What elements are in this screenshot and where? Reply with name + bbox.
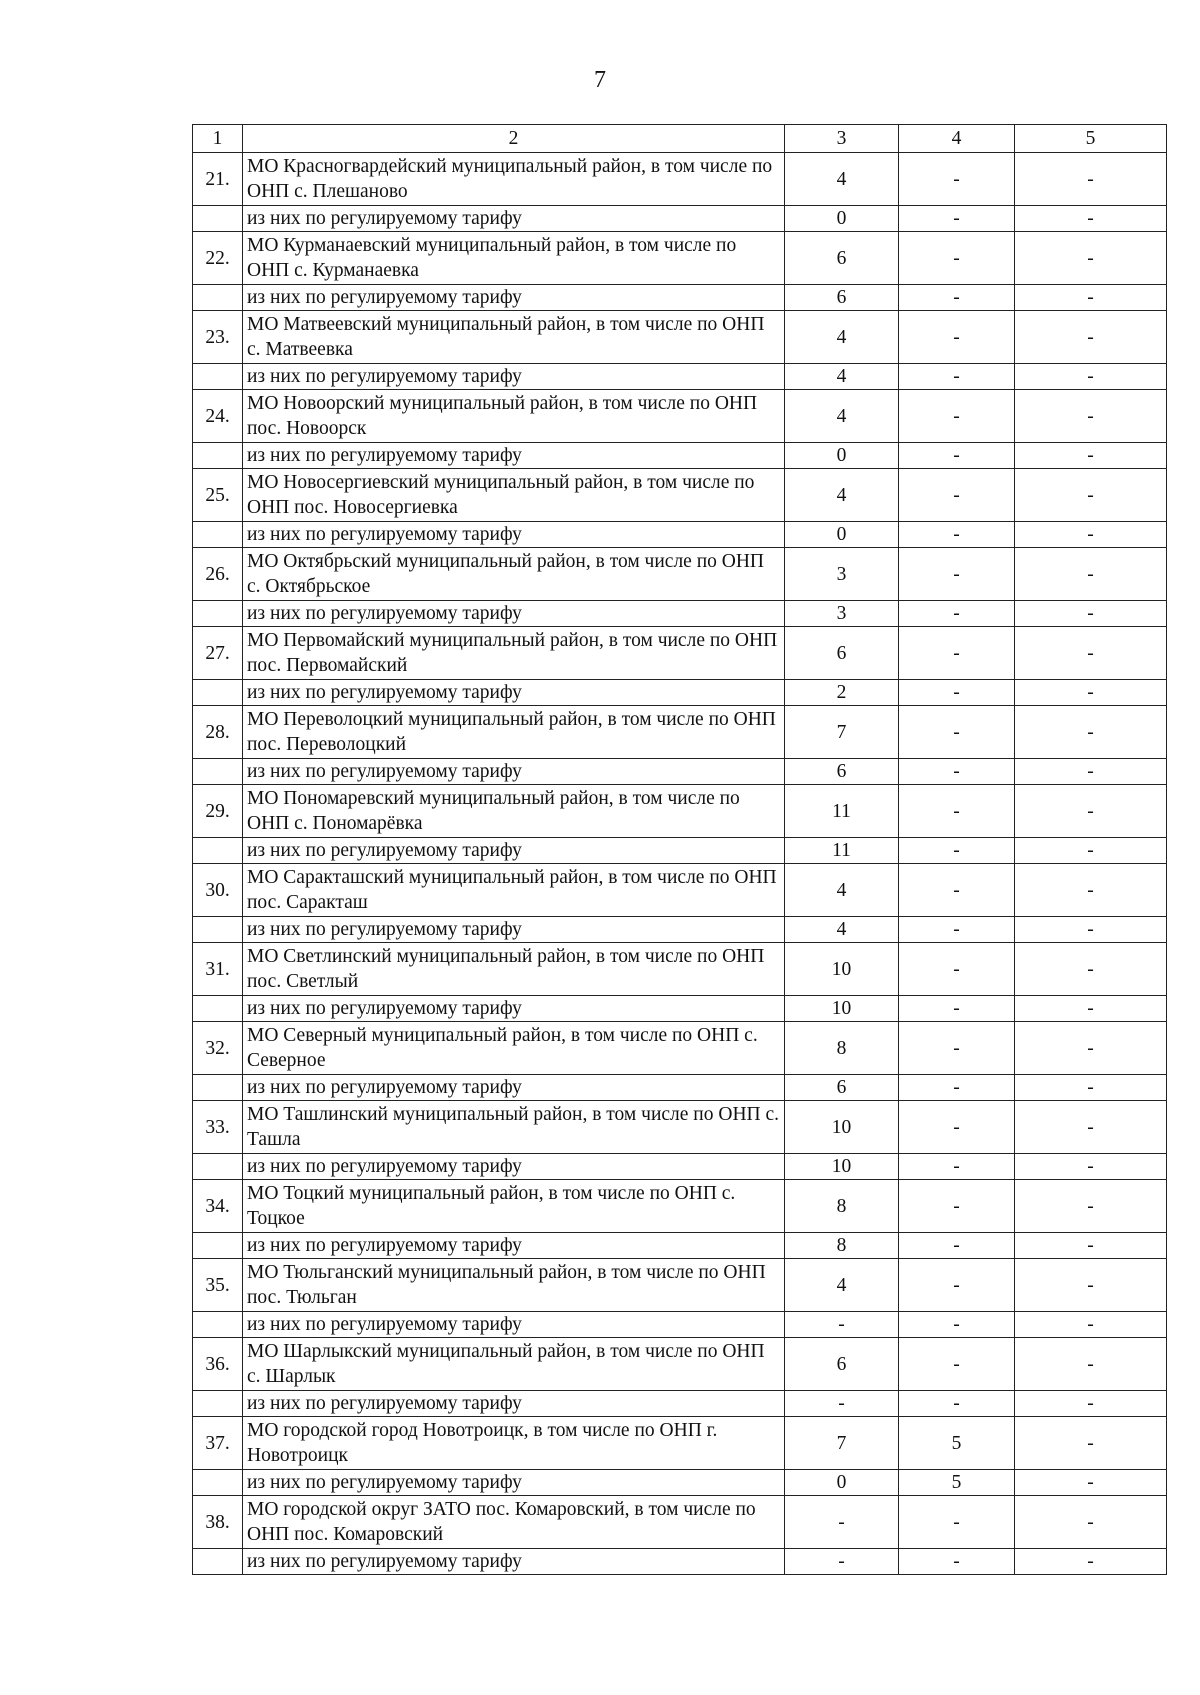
subrow-col4-value: - <box>899 1391 1015 1417</box>
row-name: МО Красногвардейский муниципальный район, в том числе по ОНП с. Плешаново <box>243 153 785 206</box>
table-row <box>193 785 1167 838</box>
subrow-col3-value: 6 <box>785 1075 899 1101</box>
subrow-col4-value: - <box>899 1312 1015 1338</box>
table-row <box>193 943 1167 996</box>
row-col4-value: - <box>899 706 1015 759</box>
subrow-col3-value: 2 <box>785 680 899 706</box>
table-subrow <box>193 1312 1167 1338</box>
subrow-label: из них по регулируемому тарифу <box>243 443 785 469</box>
table-row <box>193 153 1167 206</box>
row-col4-value: - <box>899 785 1015 838</box>
row-number: 26. <box>193 548 243 601</box>
row-col4-value: - <box>899 469 1015 522</box>
subrow-col3-value: 10 <box>785 996 899 1022</box>
table-row <box>193 311 1167 364</box>
row-number: 30. <box>193 864 243 917</box>
data-table <box>192 124 1167 1575</box>
row-col4-value: - <box>899 311 1015 364</box>
subrow-col4-value: - <box>899 522 1015 548</box>
table-row <box>193 1417 1167 1470</box>
subrow-label: из них по регулируемому тарифу <box>243 285 785 311</box>
subrow-label: из них по регулируемому тарифу <box>243 1470 785 1496</box>
row-col3-value: 6 <box>785 232 899 285</box>
table-row <box>193 1338 1167 1391</box>
subrow-number-empty <box>193 1391 243 1417</box>
row-col5-value: - <box>1015 469 1167 522</box>
row-col5-value: - <box>1015 943 1167 996</box>
row-name: МО Переволоцкий муниципальный район, в том числе по ОНП пос. Переволоцкий <box>243 706 785 759</box>
row-number: 33. <box>193 1101 243 1154</box>
subrow-number-empty <box>193 364 243 390</box>
subrow-label: из них по регулируемому тарифу <box>243 1312 785 1338</box>
subrow-col5-value: - <box>1015 680 1167 706</box>
row-number: 25. <box>193 469 243 522</box>
subrow-number-empty <box>193 996 243 1022</box>
subrow-col3-value: 0 <box>785 443 899 469</box>
table-subrow <box>193 1391 1167 1417</box>
subrow-number-empty <box>193 443 243 469</box>
table-subrow <box>193 759 1167 785</box>
subrow-number-empty <box>193 601 243 627</box>
subrow-number-empty <box>193 522 243 548</box>
row-name: МО Светлинский муниципальный район, в том числе по ОНП пос. Светлый <box>243 943 785 996</box>
subrow-col4-value: - <box>899 996 1015 1022</box>
subrow-col4-value: - <box>899 917 1015 943</box>
table-subrow <box>193 364 1167 390</box>
table-row <box>193 1022 1167 1075</box>
row-name: МО Тюльганский муниципальный район, в том числе по ОНП пос. Тюльган <box>243 1259 785 1312</box>
table-subrow <box>193 1233 1167 1259</box>
subrow-col4-value: - <box>899 838 1015 864</box>
subrow-label: из них по регулируемому тарифу <box>243 838 785 864</box>
row-col5-value: - <box>1015 706 1167 759</box>
row-col4-value: - <box>899 548 1015 601</box>
subrow-col3-value: 11 <box>785 838 899 864</box>
table-subrow <box>193 443 1167 469</box>
table-subrow <box>193 1470 1167 1496</box>
subrow-col4-value: - <box>899 364 1015 390</box>
subrow-col3-value: - <box>785 1391 899 1417</box>
table-subrow <box>193 285 1167 311</box>
row-col3-value: 4 <box>785 1259 899 1312</box>
row-col4-value: - <box>899 943 1015 996</box>
subrow-number-empty <box>193 1549 243 1575</box>
subrow-label: из них по регулируемому тарифу <box>243 1391 785 1417</box>
row-name: МО Первомайский муниципальный район, в том числе по ОНП пос. Первомайский <box>243 627 785 680</box>
row-col4-value: - <box>899 627 1015 680</box>
subrow-col5-value: - <box>1015 1233 1167 1259</box>
subrow-col5-value: - <box>1015 285 1167 311</box>
row-name: МО Тоцкий муниципальный район, в том числе по ОНП с. Тоцкое <box>243 1180 785 1233</box>
subrow-col5-value: - <box>1015 1154 1167 1180</box>
subrow-label: из них по регулируемому тарифу <box>243 1075 785 1101</box>
row-number: 35. <box>193 1259 243 1312</box>
subrow-col5-value: - <box>1015 206 1167 232</box>
row-col4-value: - <box>899 1180 1015 1233</box>
subrow-col4-value: - <box>899 1154 1015 1180</box>
table-subrow <box>193 917 1167 943</box>
subrow-col5-value: - <box>1015 601 1167 627</box>
row-col5-value: - <box>1015 311 1167 364</box>
row-number: 36. <box>193 1338 243 1391</box>
subrow-col4-value: - <box>899 1075 1015 1101</box>
row-number: 22. <box>193 232 243 285</box>
subrow-col3-value: 0 <box>785 1470 899 1496</box>
row-col5-value: - <box>1015 548 1167 601</box>
subrow-label: из них по регулируемому тарифу <box>243 1549 785 1575</box>
subrow-col4-value: - <box>899 443 1015 469</box>
subrow-col5-value: - <box>1015 1391 1167 1417</box>
row-name: МО Новосергиевский муниципальный район, в том числе по ОНП пос. Новосергиевка <box>243 469 785 522</box>
row-name: МО Саракташский муниципальный район, в том числе по ОНП пос. Саракташ <box>243 864 785 917</box>
table-row <box>193 627 1167 680</box>
row-col3-value: 6 <box>785 627 899 680</box>
subrow-col5-value: - <box>1015 364 1167 390</box>
subrow-number-empty <box>193 1470 243 1496</box>
subrow-col5-value: - <box>1015 443 1167 469</box>
row-number: 21. <box>193 153 243 206</box>
subrow-col3-value: - <box>785 1312 899 1338</box>
row-col3-value: 7 <box>785 1417 899 1470</box>
row-col4-value: - <box>899 232 1015 285</box>
subrow-col3-value: 0 <box>785 522 899 548</box>
row-number: 29. <box>193 785 243 838</box>
table-subrow <box>193 1075 1167 1101</box>
row-col5-value: - <box>1015 1417 1167 1470</box>
row-number: 32. <box>193 1022 243 1075</box>
subrow-number-empty <box>193 285 243 311</box>
subrow-col4-value: - <box>899 759 1015 785</box>
row-name: МО Курманаевский муниципальный район, в том числе по ОНП с. Курманаевка <box>243 232 785 285</box>
subrow-col3-value: - <box>785 1549 899 1575</box>
subrow-label: из них по регулируемому тарифу <box>243 1154 785 1180</box>
subrow-label: из них по регулируемому тарифу <box>243 601 785 627</box>
row-col5-value: - <box>1015 390 1167 443</box>
row-name: МО Пономаревский муниципальный район, в том числе по ОНП с. Пономарёвка <box>243 785 785 838</box>
table-subrow <box>193 522 1167 548</box>
row-number: 23. <box>193 311 243 364</box>
subrow-col5-value: - <box>1015 1549 1167 1575</box>
header-cell-2: 2 <box>243 125 785 153</box>
row-name: МО Северный муниципальный район, в том числе по ОНП с. Северное <box>243 1022 785 1075</box>
subrow-number-empty <box>193 1312 243 1338</box>
table-body <box>193 125 1167 1575</box>
row-number: 38. <box>193 1496 243 1549</box>
row-name: МО городской город Новотроицк, в том числе по ОНП г. Новотроицк <box>243 1417 785 1470</box>
row-col5-value: - <box>1015 864 1167 917</box>
table-subrow <box>193 601 1167 627</box>
table-subrow <box>193 1549 1167 1575</box>
subrow-col4-value: - <box>899 1549 1015 1575</box>
header-cell-4: 4 <box>899 125 1015 153</box>
header-cell-1: 1 <box>193 125 243 153</box>
row-col5-value: - <box>1015 1259 1167 1312</box>
subrow-col4-value: - <box>899 285 1015 311</box>
table-row <box>193 1101 1167 1154</box>
row-col3-value: 8 <box>785 1180 899 1233</box>
row-col5-value: - <box>1015 1180 1167 1233</box>
row-col4-value: - <box>899 1496 1015 1549</box>
table-row <box>193 469 1167 522</box>
subrow-col5-value: - <box>1015 917 1167 943</box>
row-number: 31. <box>193 943 243 996</box>
row-name: МО Ташлинский муниципальный район, в том числе по ОНП с. Ташла <box>243 1101 785 1154</box>
subrow-col5-value: - <box>1015 1075 1167 1101</box>
row-col3-value: 7 <box>785 706 899 759</box>
table-subrow <box>193 680 1167 706</box>
subrow-col3-value: 10 <box>785 1154 899 1180</box>
row-col5-value: - <box>1015 153 1167 206</box>
row-col3-value: 4 <box>785 390 899 443</box>
row-col3-value: 10 <box>785 943 899 996</box>
row-col4-value: - <box>899 153 1015 206</box>
table-subrow <box>193 1154 1167 1180</box>
row-col5-value: - <box>1015 1338 1167 1391</box>
row-col4-value: 5 <box>899 1417 1015 1470</box>
header-row <box>193 125 1167 153</box>
subrow-number-empty <box>193 206 243 232</box>
row-col4-value: - <box>899 390 1015 443</box>
header-cell-3: 3 <box>785 125 899 153</box>
subrow-label: из них по регулируемому тарифу <box>243 1233 785 1259</box>
table-row <box>193 706 1167 759</box>
table-subrow <box>193 838 1167 864</box>
subrow-col5-value: - <box>1015 522 1167 548</box>
row-col3-value: 4 <box>785 153 899 206</box>
table-row <box>193 1180 1167 1233</box>
subrow-number-empty <box>193 1075 243 1101</box>
row-col3-value: 10 <box>785 1101 899 1154</box>
row-col4-value: - <box>899 1338 1015 1391</box>
row-col3-value: 3 <box>785 548 899 601</box>
row-col5-value: - <box>1015 232 1167 285</box>
row-col5-value: - <box>1015 785 1167 838</box>
subrow-col3-value: 4 <box>785 917 899 943</box>
subrow-col4-value: - <box>899 601 1015 627</box>
table-row <box>193 1259 1167 1312</box>
subrow-col5-value: - <box>1015 1312 1167 1338</box>
subrow-col4-value: 5 <box>899 1470 1015 1496</box>
page-number: 7 <box>594 67 606 93</box>
row-name: МО Матвеевский муниципальный район, в том числе по ОНП с. Матвеевка <box>243 311 785 364</box>
subrow-number-empty <box>193 1233 243 1259</box>
row-col4-value: - <box>899 1022 1015 1075</box>
row-col3-value: 4 <box>785 469 899 522</box>
table-row <box>193 864 1167 917</box>
row-name: МО Октябрьский муниципальный район, в том числе по ОНП с. Октябрьское <box>243 548 785 601</box>
subrow-col5-value: - <box>1015 759 1167 785</box>
subrow-col4-value: - <box>899 206 1015 232</box>
row-col3-value: 4 <box>785 864 899 917</box>
table-row <box>193 232 1167 285</box>
subrow-number-empty <box>193 838 243 864</box>
subrow-col5-value: - <box>1015 996 1167 1022</box>
row-col5-value: - <box>1015 1022 1167 1075</box>
subrow-col3-value: 0 <box>785 206 899 232</box>
subrow-col3-value: 3 <box>785 601 899 627</box>
header-cell-5: 5 <box>1015 125 1167 153</box>
subrow-label: из них по регулируемому тарифу <box>243 996 785 1022</box>
subrow-label: из них по регулируемому тарифу <box>243 364 785 390</box>
subrow-number-empty <box>193 680 243 706</box>
table-row <box>193 1496 1167 1549</box>
subrow-label: из них по регулируемому тарифу <box>243 917 785 943</box>
row-col3-value: 4 <box>785 311 899 364</box>
row-number: 24. <box>193 390 243 443</box>
subrow-number-empty <box>193 759 243 785</box>
subrow-number-empty <box>193 917 243 943</box>
row-number: 37. <box>193 1417 243 1470</box>
subrow-col3-value: 8 <box>785 1233 899 1259</box>
table-row <box>193 390 1167 443</box>
subrow-col4-value: - <box>899 1233 1015 1259</box>
table-subrow <box>193 206 1167 232</box>
row-col3-value: 11 <box>785 785 899 838</box>
subrow-col3-value: 6 <box>785 285 899 311</box>
row-col3-value: - <box>785 1496 899 1549</box>
table-subrow <box>193 996 1167 1022</box>
row-col5-value: - <box>1015 1496 1167 1549</box>
row-number: 34. <box>193 1180 243 1233</box>
row-col5-value: - <box>1015 627 1167 680</box>
table-row <box>193 548 1167 601</box>
subrow-col3-value: 6 <box>785 759 899 785</box>
subrow-col5-value: - <box>1015 1470 1167 1496</box>
row-name: МО городской округ ЗАТО пос. Комаровский, в том числе по ОНП пос. Комаровский <box>243 1496 785 1549</box>
row-col3-value: 8 <box>785 1022 899 1075</box>
row-name: МО Шарлыкский муниципальный район, в том числе по ОНП с. Шарлык <box>243 1338 785 1391</box>
subrow-label: из них по регулируемому тарифу <box>243 680 785 706</box>
row-col4-value: - <box>899 1101 1015 1154</box>
row-col4-value: - <box>899 864 1015 917</box>
subrow-label: из них по регулируемому тарифу <box>243 759 785 785</box>
row-number: 28. <box>193 706 243 759</box>
row-col5-value: - <box>1015 1101 1167 1154</box>
subrow-col3-value: 4 <box>785 364 899 390</box>
subrow-label: из них по регулируемому тарифу <box>243 522 785 548</box>
row-name: МО Новоорский муниципальный район, в том числе по ОНП пос. Новоорск <box>243 390 785 443</box>
subrow-label: из них по регулируемому тарифу <box>243 206 785 232</box>
row-col3-value: 6 <box>785 1338 899 1391</box>
subrow-number-empty <box>193 1154 243 1180</box>
subrow-col5-value: - <box>1015 838 1167 864</box>
row-number: 27. <box>193 627 243 680</box>
subrow-col4-value: - <box>899 680 1015 706</box>
row-col4-value: - <box>899 1259 1015 1312</box>
